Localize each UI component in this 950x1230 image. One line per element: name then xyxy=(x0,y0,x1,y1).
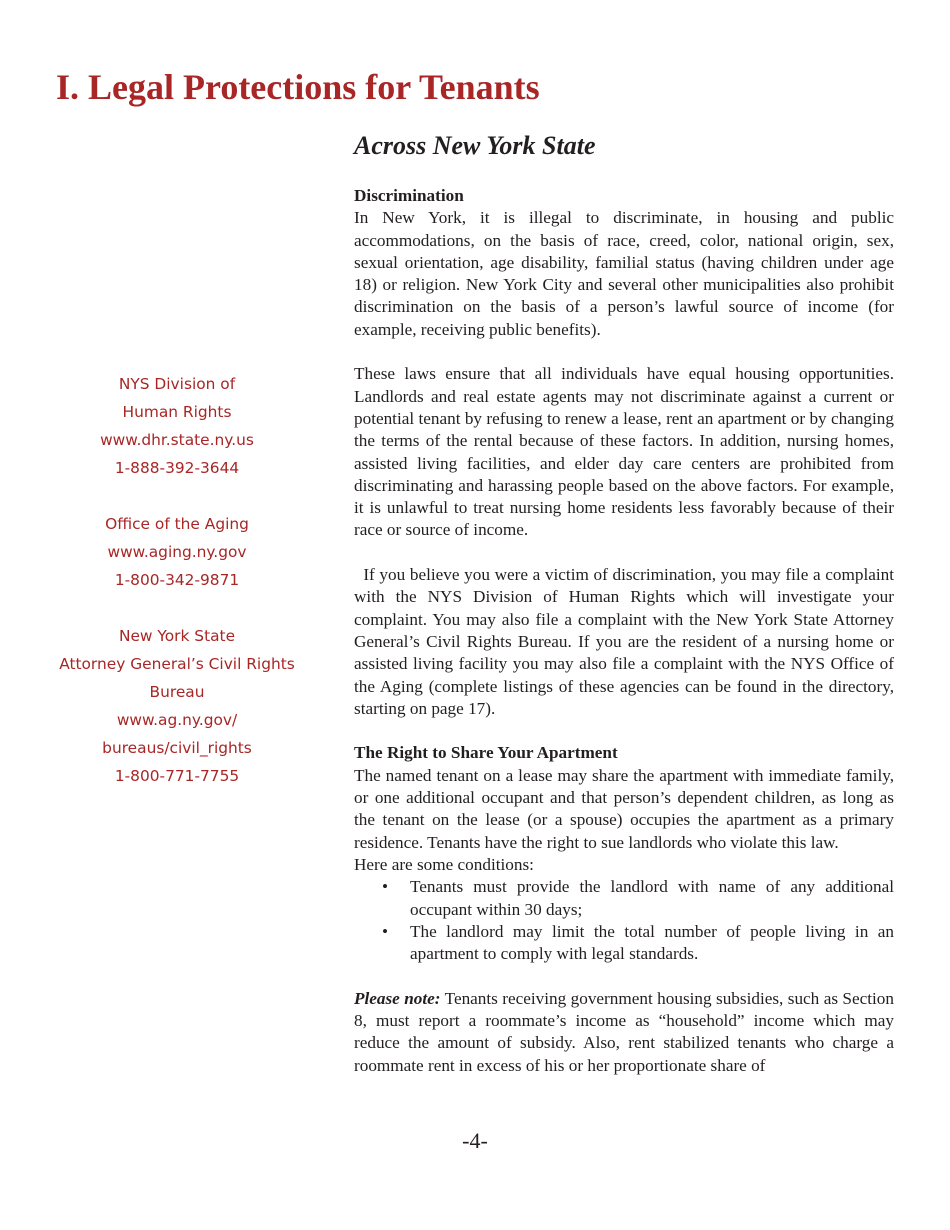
contact-website: www.aging.ny.gov xyxy=(107,543,247,561)
list-item-text: Tenants must provide the landlord with name of any additional occupant within 30 days; xyxy=(410,877,894,919)
list-item xyxy=(354,921,894,966)
contact-attorney-general xyxy=(50,622,304,790)
discrimination-paragraph: If you believe you were a victim of discrimination, you may file a complaint with the NYS Division of Human Rights which will investigate your complaint. You may also file a complaint with the New York State Attorney General’s Civil Rights Bureau. If you are the resident of a nursing home or assisted living facility you may also file a complaint with the NYS Office of the Aging (complete listings of these agencies can be found in the directory, starting on page 17). xyxy=(354,565,899,718)
share-apartment-heading: The Right to Share Your Apartment xyxy=(354,743,618,763)
contact-line: Office of the Aging xyxy=(105,515,249,533)
contact-sidebar xyxy=(50,370,304,790)
main-column xyxy=(354,185,899,1077)
share-apartment-paragraph: The named tenant on a lease may share the apartment with immediate family, or one additional occupant and that person’s dependent children, as long as the tenant on the lease (or a spouse) occupies the apartment as a primary residence. Tenants have the right to sue landlords who violate this law. xyxy=(354,765,894,852)
contact-line: Attorney General’s Civil Rights xyxy=(59,655,295,673)
contact-human-rights xyxy=(50,370,304,482)
contact-website: bureaus/civil_rights xyxy=(102,739,252,757)
contact-phone: 1-800-771-7755 xyxy=(114,767,240,785)
contact-website: www.ag.ny.gov/ xyxy=(116,711,238,729)
please-note-text: Tenants receiving government housing subsidies, such as Section 8, must report a roommate’s income as “household” income which may reduce the amount of subsidy. Also, rent stabilized tenants who charge a roommate rent in excess of his or her proportionate share of xyxy=(354,988,894,1075)
discrimination-paragraph: These laws ensure that all individuals have equal housing opportunities. Landlords and real estate agents may not discriminate against a current or potential tenant by refusing to renew a lease, rent an apartment or by changing the terms of the rental because of these factors. In addition, nursing homes, assisted living facilities, and elder day care centers are prohibited from discriminating and harassing people based on the above factors. For example, it is unlawful to treat nursing home residents less favorably because of their race or source of income. xyxy=(354,364,894,540)
contact-line: NYS Division of xyxy=(118,375,236,393)
bullet-icon: • xyxy=(382,921,389,941)
contact-website: www.dhr.state.ny.us xyxy=(100,431,254,449)
discrimination-heading: Discrimination xyxy=(354,186,464,205)
page-title: I. Legal Protections for Tenants xyxy=(56,67,540,107)
contact-line: Bureau xyxy=(149,683,205,701)
page-number: -4- xyxy=(462,1128,488,1153)
conditions-list xyxy=(354,876,894,965)
contact-office-aging xyxy=(50,510,304,594)
bullet-icon: • xyxy=(382,877,389,897)
conditions-intro: Here are some conditions: xyxy=(354,854,534,874)
please-note-label: Please note: xyxy=(354,988,441,1008)
contact-line: New York State xyxy=(118,627,236,645)
section-heading: Across New York State xyxy=(354,131,596,160)
contact-phone: 1-800-342-9871 xyxy=(114,571,240,589)
please-note-paragraph xyxy=(354,988,894,1077)
contact-phone: 1-888-392-3644 xyxy=(114,459,240,477)
list-item-text: The landlord may limit the total number of people living in an apartment to comply with legal standards. xyxy=(410,921,894,964)
list-item xyxy=(354,876,894,921)
contact-line: Human Rights xyxy=(122,403,232,421)
discrimination-paragraph: In New York, it is illegal to discriminate, in housing and public accommodations, on the basis of race, creed, color, national origin, sex, sexual orientation, age disability, familial status (having children under age 18) or religion. New York City and several other municipalities also prohibit discrimination on the basis of a person’s lawful source of income (for example, receiving public benefits). xyxy=(354,208,894,339)
